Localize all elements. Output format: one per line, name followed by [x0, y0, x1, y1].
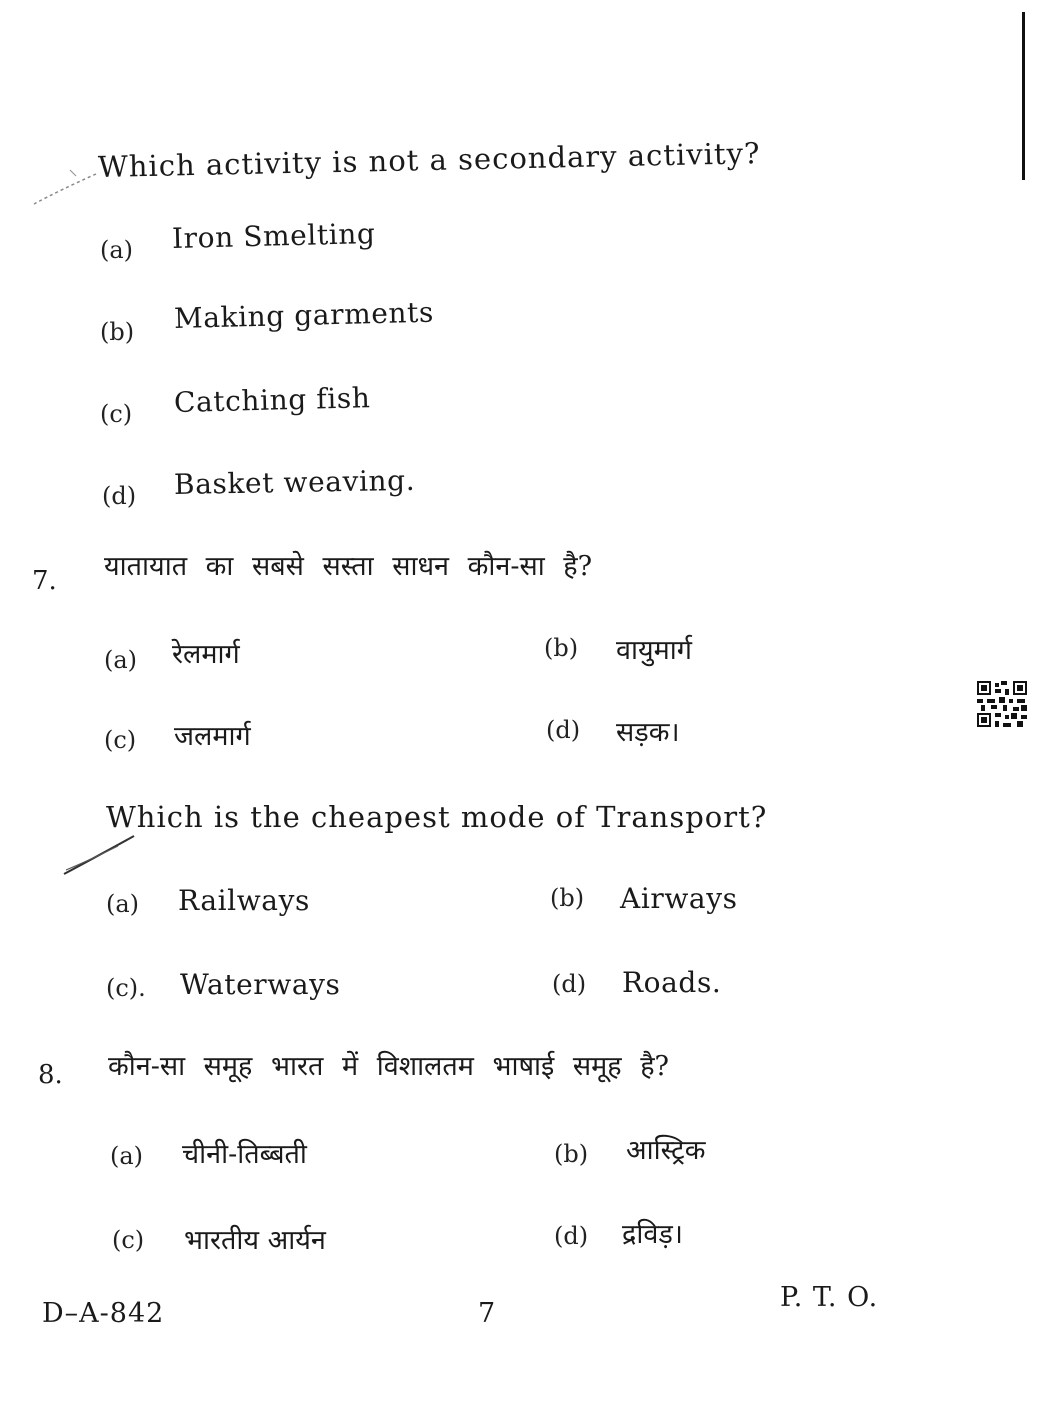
q7-hindi-option-a-text: रेलमार्ग	[172, 639, 240, 670]
page-number: 7	[478, 1298, 497, 1329]
q8-option-d-text: द्रविड़।	[622, 1219, 684, 1250]
q6-question: Which activity is not a secondary activity?	[97, 136, 761, 184]
q7-hindi-option-a-label: (a)	[104, 646, 138, 674]
q7-hindi-option-c-label: (c)	[104, 726, 137, 754]
q8-option-a-text: चीनी-तिब्बती	[182, 1139, 307, 1170]
q8-option-a-label: (a)	[110, 1142, 144, 1170]
q6-option-a-text: Iron Smelting	[171, 217, 376, 255]
q6-option-b-text: Making garments	[173, 295, 435, 335]
pto-label: P. T. O.	[780, 1282, 879, 1313]
q7-hindi-option-b-text: वायुमार्ग	[616, 635, 693, 666]
scan-edge-line	[1022, 12, 1025, 180]
q7-english-option-d-label: (d)	[552, 970, 587, 998]
q7-question-hindi: यातायात का सबसे सस्ता साधन कौन-सा है?	[104, 551, 593, 582]
q8-question-hindi: कौन-सा समूह भारत में विशालतम भाषाई समूह है?	[108, 1051, 670, 1082]
q7-english-option-a-label: (a)	[106, 890, 140, 918]
q6-option-c-text: Catching fish	[173, 381, 371, 419]
q7-hindi-option-d-text: सड़क।	[616, 717, 680, 748]
q7-hindi-option-b-label: (b)	[544, 634, 579, 662]
q7-number: 7.	[32, 566, 57, 596]
q7-question-english: Which is the cheapest mode of Transport?	[106, 800, 768, 834]
q6-option-b-label: (b)	[100, 318, 135, 346]
q8-number: 8.	[38, 1060, 63, 1090]
paper-code: D–A-842	[42, 1298, 165, 1329]
pen-tick-mark-icon	[60, 830, 140, 880]
q7-english-option-c-label: (c).	[106, 974, 146, 1002]
q7-english-option-b-text: Airways	[620, 882, 738, 915]
q6-option-a-label: (a)	[100, 236, 134, 264]
q8-option-d-label: (d)	[554, 1222, 589, 1250]
q7-english-option-a-text: Railways	[178, 884, 310, 917]
q8-option-b-text: आस्ट्रिक	[626, 1135, 706, 1166]
q7-hindi-option-c-text: जलमार्ग	[174, 721, 251, 752]
q8-option-c-text: भारतीय आर्यन	[184, 1225, 326, 1256]
q8-option-b-label: (b)	[554, 1140, 589, 1168]
qr-code-icon	[977, 681, 1027, 727]
q6-option-c-label: (c)	[100, 400, 133, 428]
q7-english-option-c-text: Waterways	[180, 968, 341, 1001]
q6-option-d-text: Basket weaving.	[173, 463, 416, 501]
pen-tick-mark-icon	[30, 160, 100, 210]
q8-option-c-label: (c)	[112, 1226, 145, 1254]
q7-hindi-option-d-label: (d)	[546, 716, 581, 744]
q7-english-option-d-text: Roads.	[622, 966, 722, 999]
q7-english-option-b-label: (b)	[550, 884, 585, 912]
q6-option-d-label: (d)	[102, 482, 137, 510]
